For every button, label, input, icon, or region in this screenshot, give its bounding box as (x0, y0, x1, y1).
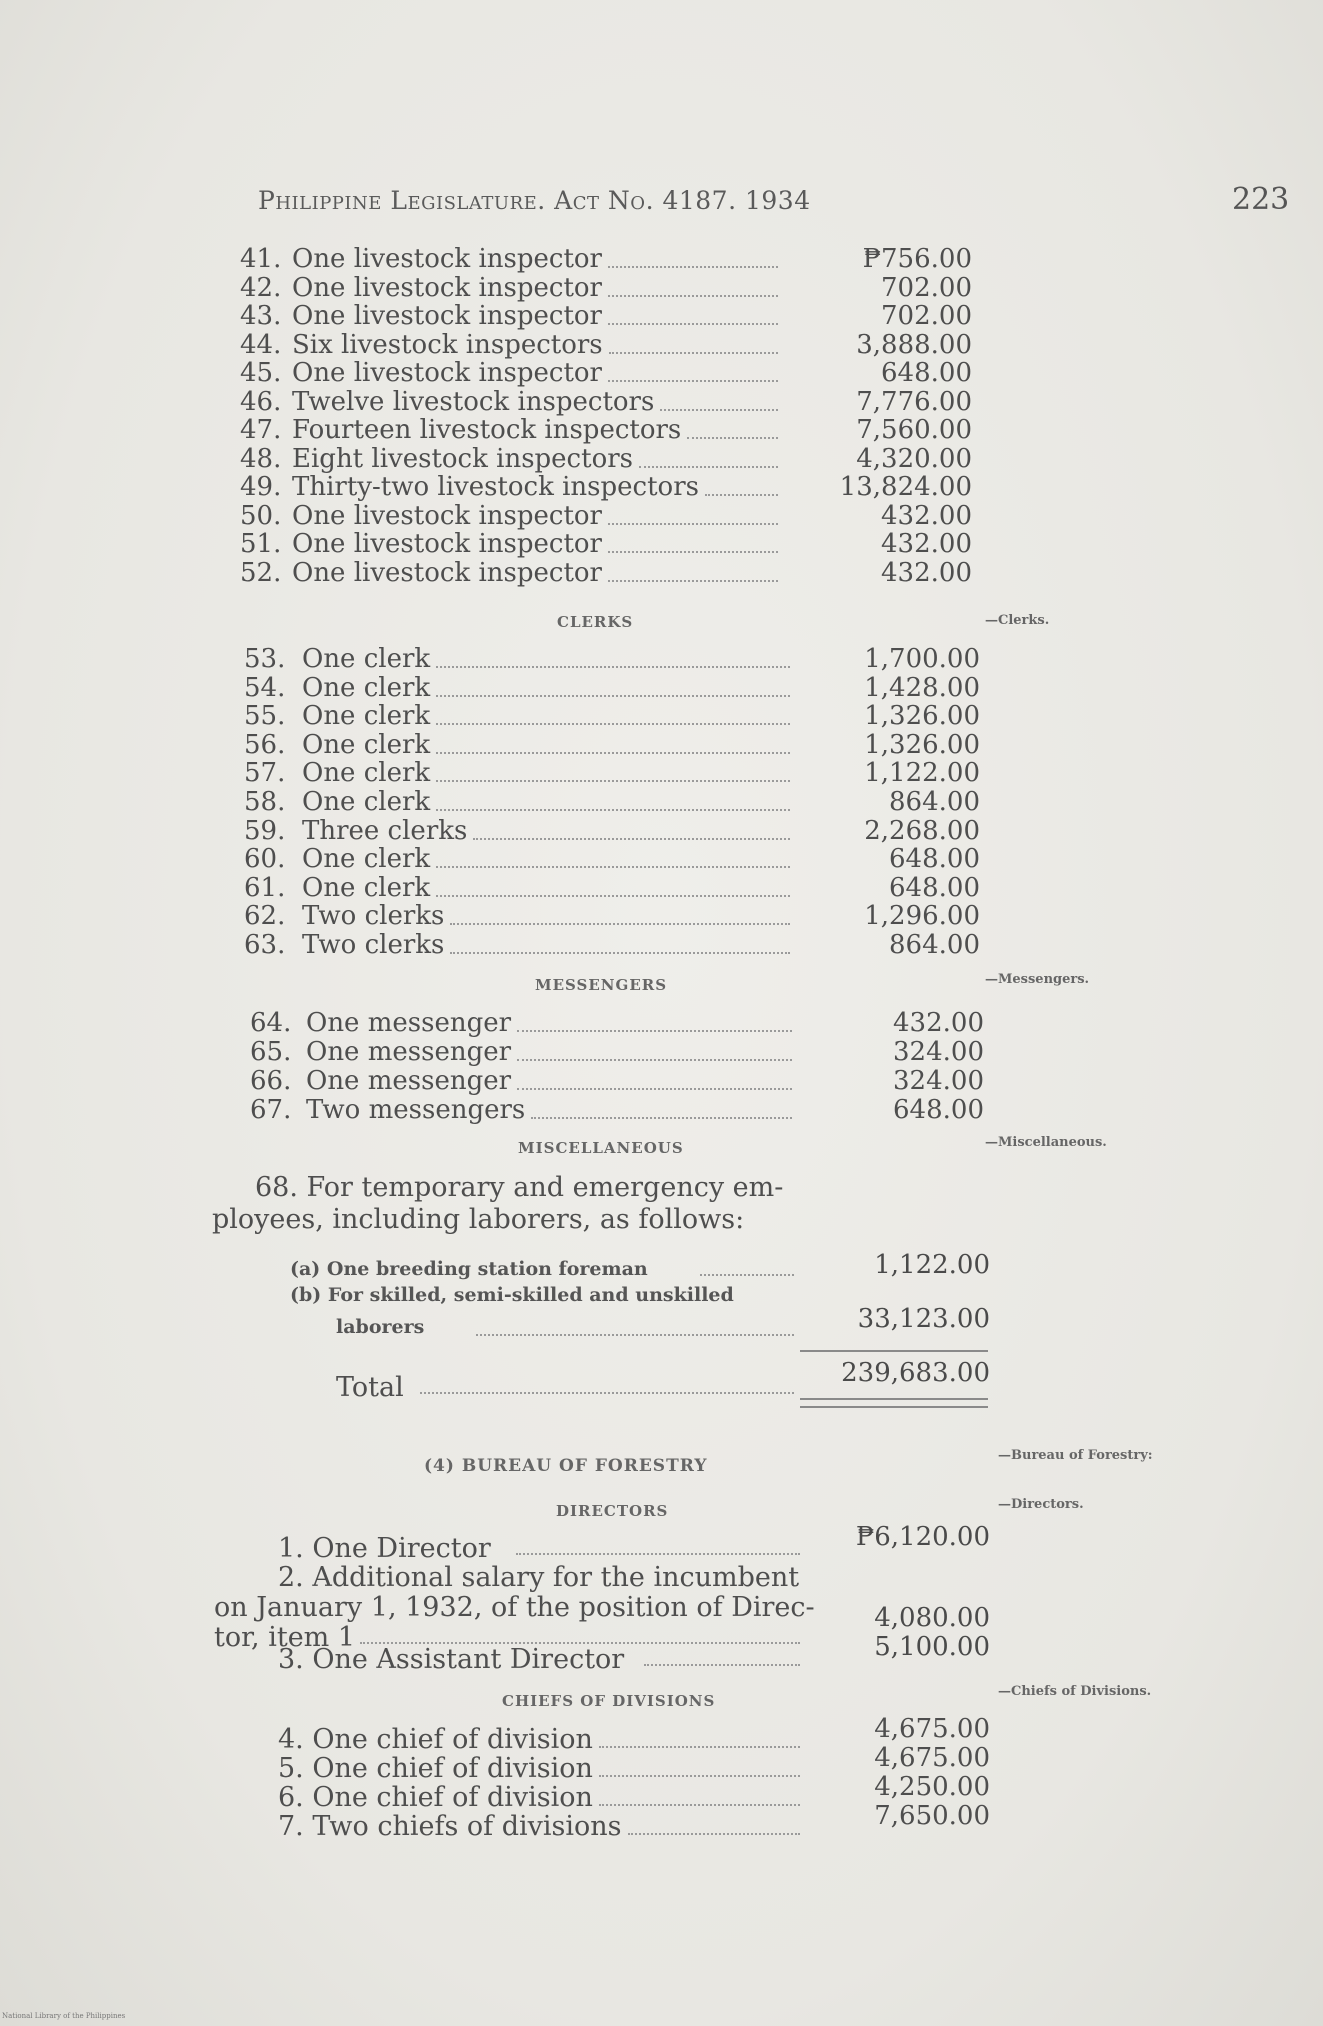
total-dots (420, 1392, 794, 1394)
line-item (0, 844, 1323, 875)
item-number: 49. (240, 472, 282, 502)
running-title: Philippine Legislature. Act No. 4187. 1934 (258, 186, 811, 215)
leader-dots (608, 580, 778, 582)
item-label: One livestock inspector (292, 244, 602, 274)
director-item-2-line3: tor, item 1 (214, 1622, 356, 1653)
item-label: Two clerks (302, 901, 445, 932)
leader-dots (517, 1030, 792, 1032)
item-label: Three clerks (302, 815, 468, 846)
item-68b-label-line1: (b) For skilled, semi-skilled and unskilled (290, 1284, 734, 1306)
footer-source-note: National Library of the Philippines (2, 2012, 126, 2020)
chiefs-of-divisions-heading: CHIEFS OF DIVISIONS (502, 1692, 716, 1710)
line-item (0, 1037, 1323, 1065)
line-item (0, 873, 1323, 901)
line-item (0, 330, 1323, 358)
line-item (0, 387, 1323, 415)
item-number: 63. (244, 930, 286, 960)
chiefs-of-divisions-margin-note: —Chiefs of Divisions. (998, 1684, 1152, 1699)
leader-dots (450, 952, 790, 954)
director-item-1-dots (516, 1553, 800, 1555)
item-amount: 648.00 (881, 358, 972, 388)
line-item (0, 444, 1323, 472)
directors-heading: DIRECTORS (556, 1502, 669, 1520)
leader-dots (705, 494, 778, 496)
item-number: 67. (250, 1095, 292, 1125)
item-number: 51. (240, 529, 282, 559)
line-item (0, 1095, 1323, 1123)
line-item (0, 501, 1323, 529)
item-number: 58. (244, 787, 286, 817)
leader-dots (436, 695, 790, 697)
item-amount: 7,650.00 (874, 1801, 990, 1831)
item-number: 53. (244, 644, 286, 674)
item-label: 5. One chief of division (278, 1753, 593, 1784)
item-amount: 3,888.00 (856, 329, 972, 360)
leader-dots (660, 409, 778, 411)
line-item (0, 472, 1323, 500)
item-number: 57. (244, 758, 286, 789)
line-item (0, 1714, 1323, 1755)
director-item-3-label: 3. One Assistant Director (278, 1644, 625, 1675)
item-amount: 4,675.00 (874, 1714, 990, 1744)
item-number: 46. (240, 386, 282, 417)
item-label: Two clerks (302, 930, 445, 960)
item-68-line1: 68. For temporary and emergency em- (255, 1172, 784, 1203)
total-double-rule-top (800, 1398, 988, 1400)
item-amount: 432.00 (881, 557, 972, 588)
leader-dots (599, 1775, 800, 1777)
item-68a-dots (700, 1274, 794, 1276)
item-label: Two messengers (306, 1095, 526, 1125)
item-amount: 7,560.00 (856, 415, 972, 445)
item-amount: 702.00 (881, 272, 972, 303)
item-number: 65. (250, 1037, 292, 1067)
item-number: 47. (240, 415, 282, 445)
director-item-2-amount: 4,080.00 (874, 1603, 990, 1633)
item-amount: 4,250.00 (874, 1772, 990, 1802)
leader-dots (473, 838, 790, 840)
leader-dots (436, 780, 790, 782)
line-item (0, 730, 1323, 758)
line-item (0, 1743, 1323, 1784)
item-label: Six livestock inspectors (292, 329, 603, 360)
directors-margin-note: —Directors. (998, 1497, 1084, 1512)
line-item (0, 273, 1323, 301)
page-number: 223 (1232, 182, 1290, 217)
item-amount: 432.00 (881, 529, 972, 559)
clerks-heading: CLERKS (557, 613, 634, 631)
director-item-2-line2: on January 1, 1932, of the position of Direc- (214, 1592, 815, 1623)
item-label: One messenger (306, 1066, 512, 1096)
leader-dots (599, 1804, 800, 1806)
item-label: One clerk (302, 701, 431, 732)
item-label: One livestock inspector (292, 529, 602, 559)
item-68b-label-line2: laborers (336, 1316, 425, 1338)
item-number: 60. (244, 844, 286, 875)
item-label: One livestock inspector (292, 301, 602, 331)
item-number: 52. (240, 557, 282, 588)
item-label: 4. One chief of division (278, 1724, 593, 1755)
item-label: One clerk (302, 644, 431, 674)
leader-dots (608, 523, 778, 525)
item-amount: 1,296.00 (864, 901, 980, 932)
leader-dots (639, 466, 778, 468)
item-number: 59. (244, 815, 286, 846)
director-item-2-line1: 2. Additional salary for the incumbent (278, 1562, 800, 1593)
leader-dots (436, 723, 790, 725)
item-amount: 432.00 (881, 500, 972, 531)
line-item (0, 644, 1323, 672)
leader-dots (609, 352, 778, 354)
leader-dots (608, 380, 778, 382)
item-68b-amount: 33,123.00 (857, 1304, 990, 1334)
item-label: Eight livestock inspectors (292, 443, 633, 474)
item-amount: 2,268.00 (864, 815, 980, 846)
leader-dots (436, 866, 790, 868)
item-label: 7. Two chiefs of divisions (278, 1811, 622, 1842)
leader-dots (436, 752, 790, 754)
line-item (0, 1066, 1323, 1094)
item-label: One messenger (306, 1008, 512, 1038)
bureau-of-forestry-heading: (4) BUREAU OF FORESTRY (424, 1456, 708, 1476)
line-item (0, 901, 1323, 932)
messengers-heading: MESSENGERS (535, 976, 668, 994)
line-item (0, 415, 1323, 443)
item-number: 50. (240, 500, 282, 531)
item-number: 62. (244, 901, 286, 932)
item-amount: 1,700.00 (864, 644, 980, 674)
item-label: One clerk (302, 672, 431, 703)
leader-dots (436, 809, 790, 811)
item-label: One livestock inspector (292, 557, 602, 588)
item-amount: ₱756.00 (862, 244, 972, 274)
item-number: 45. (240, 358, 282, 388)
item-amount: 324.00 (893, 1066, 984, 1096)
item-amount: 324.00 (893, 1037, 984, 1067)
line-item (0, 787, 1323, 815)
item-label: One messenger (306, 1037, 512, 1067)
line-item (0, 244, 1323, 272)
item-label: Thirty-two livestock inspectors (292, 472, 699, 502)
item-amount: 1,326.00 (864, 729, 980, 760)
leader-dots (608, 295, 778, 297)
item-label: One clerk (302, 758, 431, 789)
item-amount: 864.00 (889, 787, 980, 817)
line-item (0, 1008, 1323, 1036)
item-label: 6. One chief of division (278, 1782, 593, 1813)
item-amount: 13,824.00 (839, 472, 972, 502)
line-item (0, 816, 1323, 844)
leader-dots (517, 1059, 792, 1061)
item-number: 61. (244, 872, 286, 903)
line-item (0, 758, 1323, 789)
director-item-1-amount: ₱6,120.00 (855, 1522, 990, 1552)
item-amount: 432.00 (893, 1008, 984, 1038)
line-item (0, 1772, 1323, 1813)
item-label: One clerk (302, 787, 431, 817)
leader-dots (517, 1088, 792, 1090)
item-label: Twelve livestock inspectors (292, 386, 655, 417)
line-item (0, 558, 1323, 586)
item-number: 56. (244, 729, 286, 760)
director-item-3-amount: 5,100.00 (874, 1632, 990, 1662)
item-68a-amount: 1,122.00 (874, 1250, 990, 1280)
leader-dots (599, 1746, 800, 1748)
leader-dots (436, 666, 790, 668)
leader-dots (531, 1117, 792, 1119)
miscellaneous-heading: MISCELLANEOUS (518, 1139, 684, 1157)
leader-dots (608, 551, 778, 553)
leader-dots (687, 437, 778, 439)
bureau-of-forestry-margin-note: —Bureau of Forestry: (998, 1448, 1153, 1463)
item-label: One livestock inspector (292, 500, 602, 531)
subtotal-rule (800, 1350, 988, 1352)
item-amount: 648.00 (889, 844, 980, 875)
item-amount: 648.00 (893, 1095, 984, 1125)
line-item (0, 701, 1323, 732)
line-item (0, 1801, 1323, 1842)
leader-dots (450, 923, 790, 925)
messengers-margin-note: —Messengers. (985, 972, 1090, 987)
item-number: 41. (240, 244, 282, 274)
total-double-rule-bottom (800, 1406, 988, 1408)
leader-dots (628, 1833, 800, 1835)
item-number: 64. (250, 1008, 292, 1038)
item-label: One clerk (302, 872, 431, 903)
item-number: 54. (244, 672, 286, 703)
item-amount: 648.00 (889, 872, 980, 903)
item-amount: 7,776.00 (856, 386, 972, 417)
item-amount: 1,428.00 (864, 672, 980, 703)
director-item-3-dots (644, 1664, 800, 1666)
item-amount: 4,320.00 (856, 443, 972, 474)
leader-dots (608, 323, 778, 325)
line-item (0, 358, 1323, 386)
leader-dots (608, 266, 778, 268)
item-68b-dots (476, 1334, 794, 1336)
clerks-margin-note: —Clerks. (985, 613, 1050, 628)
line-item (0, 529, 1323, 557)
miscellaneous-margin-note: —Miscellaneous. (985, 1135, 1107, 1150)
item-label: One livestock inspector (292, 358, 602, 388)
item-amount: 1,122.00 (864, 758, 980, 789)
item-number: 66. (250, 1066, 292, 1096)
item-number: 48. (240, 443, 282, 474)
item-label: One livestock inspector (292, 272, 602, 303)
item-amount: 702.00 (881, 301, 972, 331)
item-number: 44. (240, 329, 282, 360)
total-amount: 239,683.00 (841, 1358, 990, 1388)
item-amount: 4,675.00 (874, 1743, 990, 1773)
item-amount: 1,326.00 (864, 701, 980, 732)
line-item (0, 673, 1323, 701)
item-label: One clerk (302, 844, 431, 875)
line-item (0, 930, 1323, 958)
line-item (0, 301, 1323, 329)
item-68a-label: (a) One breeding station foreman (290, 1258, 648, 1280)
leader-dots (436, 895, 790, 897)
item-label: One clerk (302, 729, 431, 760)
item-number: 42. (240, 272, 282, 303)
total-label: Total (336, 1372, 404, 1403)
item-amount: 864.00 (889, 930, 980, 960)
item-68-line2: ployees, including laborers, as follows: (212, 1204, 745, 1235)
director-item-1-label: 1. One Director (278, 1533, 491, 1564)
item-label: Fourteen livestock inspectors (292, 415, 682, 445)
item-number: 43. (240, 301, 282, 331)
item-number: 55. (244, 701, 286, 732)
